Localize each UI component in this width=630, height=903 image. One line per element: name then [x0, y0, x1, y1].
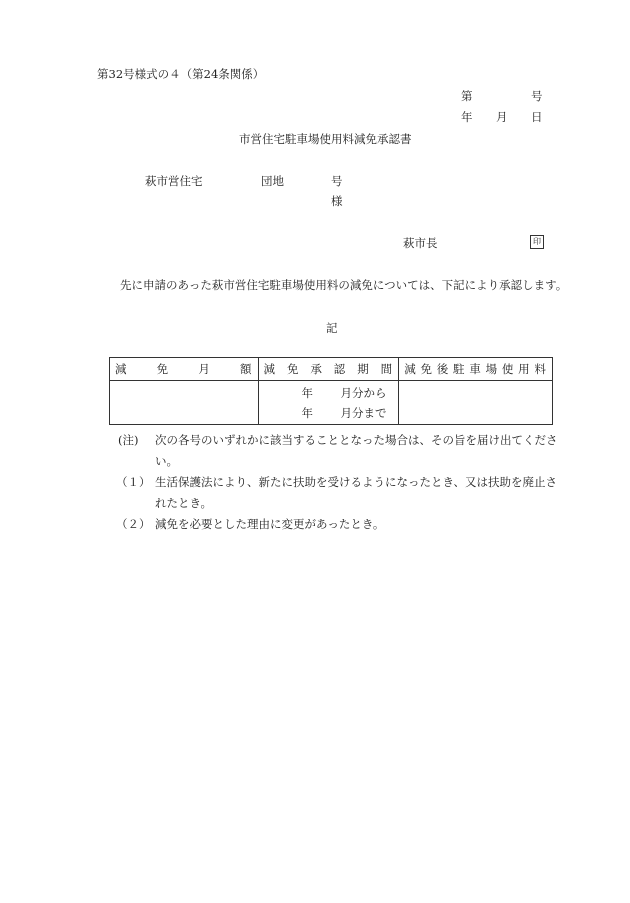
- notes-main-line1: 次の各号のいずれかに該当することとなった場合は、その旨を届け出てくださ: [155, 433, 558, 447]
- ki-heading: 記: [326, 321, 338, 335]
- seal-mark: 印: [530, 235, 544, 249]
- header-parking-fee-after: 減 免 後 駐 車 場 使 用 料: [399, 358, 553, 381]
- header-approval-period: 減 免 承 認 期 間: [258, 358, 399, 381]
- note-item2-line1: 減免を必要とした理由に変更があったとき。: [155, 517, 385, 531]
- notes-label: (注): [118, 433, 139, 447]
- period-from-year: 年: [301, 386, 314, 400]
- body-text: 先に申請のあった萩市営住宅駐車場使用料の減免については、下記により承認します。: [120, 278, 568, 292]
- note-item1-number: （１）: [116, 475, 151, 489]
- period-to-year: 年: [301, 406, 314, 420]
- document-title: 市営住宅駐車場使用料減免承認書: [239, 132, 412, 146]
- addressee-housing: 萩市営住宅: [145, 174, 203, 188]
- date-month: 月: [496, 110, 508, 124]
- cell-reduction-amount: [110, 381, 259, 425]
- addressee-go: 号: [331, 174, 343, 188]
- reduction-table: [109, 357, 553, 425]
- addressee-danchi: 団地: [261, 174, 284, 188]
- note-item2-number: （２）: [116, 517, 151, 531]
- notes-main-line2: い。: [155, 454, 178, 468]
- form-number: 第32号様式の４（第24条関係）: [97, 67, 265, 81]
- addressee-sama: 様: [331, 194, 343, 208]
- doc-number-dai: 第: [461, 89, 473, 103]
- header-reduction-amount: 減 免 月 額: [110, 358, 259, 381]
- doc-number-go: 号: [531, 89, 543, 103]
- note-item1-line2: れたとき。: [155, 496, 213, 510]
- issuer-name: 萩市長: [403, 236, 438, 250]
- period-from-month: 月分から: [340, 386, 387, 400]
- note-item1-line1: 生活保護法により、新たに扶助を受けるようになったとき、又は扶助を廃止さ: [155, 475, 558, 489]
- cell-parking-fee-after: [399, 381, 553, 425]
- date-day: 日: [531, 110, 543, 124]
- date-year: 年: [461, 110, 473, 124]
- cell-approval-period: [258, 381, 399, 425]
- period-to-month: 月分まで: [340, 406, 387, 420]
